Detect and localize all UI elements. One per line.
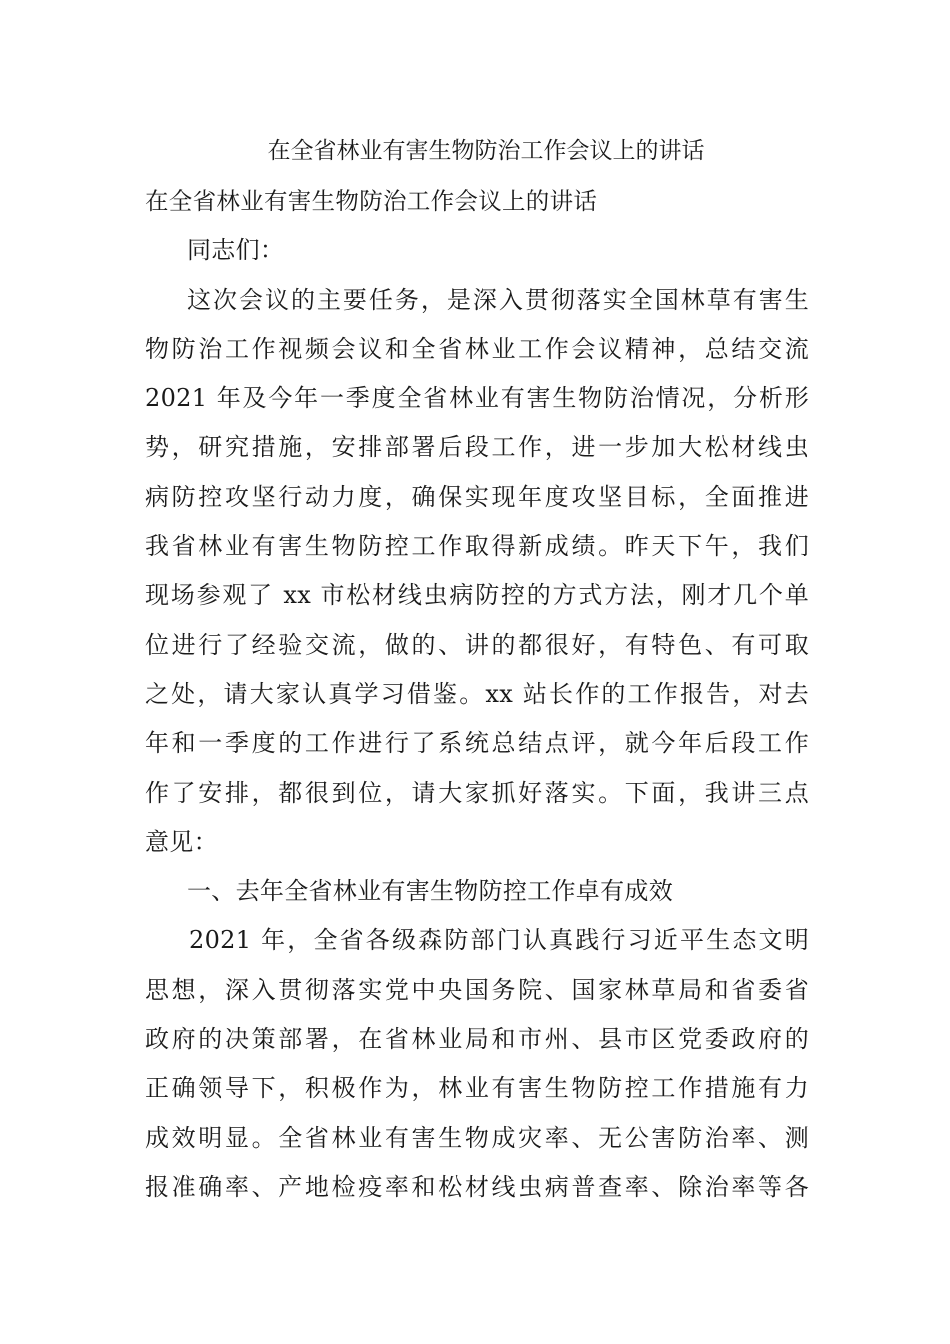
paragraph-line: 成效明显。全省林业有害生物成灾率、无公害防治率、测 xyxy=(145,1123,809,1152)
paragraph-line: 作了安排，都很到位，请大家抓好落实。下面，我讲三点 xyxy=(145,778,809,807)
paragraph-line: 我省林业有害生物防控工作取得新成绩。昨天下午，我们 xyxy=(145,532,809,561)
speech-heading: 在全省林业有害生物防治工作会议上的讲话 xyxy=(145,187,598,215)
document-body xyxy=(145,182,809,1217)
paragraph-line: 2021 年，全省各级森防部门认真践行习近平生态文明 xyxy=(189,926,809,955)
paragraph-line: 报准确率、产地检疫率和松材线虫病普查率、除治率等各 xyxy=(145,1172,809,1201)
paragraph-line: 意见： xyxy=(145,827,218,856)
paragraph-line: 年和一季度的工作进行了系统总结点评，就今年后段工作 xyxy=(145,729,809,758)
document-title: 在全省林业有害生物防治工作会议上的讲话 xyxy=(267,138,705,164)
paragraph-line: 2021 年及今年一季度全省林业有害生物防治情况，分析形 xyxy=(145,384,809,413)
section-heading: 一、去年全省林业有害生物防控工作卓有成效 xyxy=(187,877,673,906)
paragraph-line: 病防控攻坚行动力度，确保实现年度攻坚目标，全面推进 xyxy=(145,482,809,511)
paragraph-line: 之处，请大家认真学习借鉴。xx 站长作的工作报告，对去 xyxy=(145,679,809,708)
paragraph-line: 位进行了经验交流，做的、讲的都很好，有特色、有可取 xyxy=(145,630,809,659)
paragraph-line: 这次会议的主要任务，是深入贯彻落实全国林草有害生 xyxy=(187,285,809,314)
salutation: 同志们： xyxy=(187,236,285,265)
paragraph-line: 思想，深入贯彻落实党中央国务院、国家林草局和省委省 xyxy=(145,975,809,1004)
paragraph-line: 正确领导下，积极作为，林业有害生物防控工作措施有力 xyxy=(145,1074,809,1103)
paragraph-line: 政府的决策部署，在省林业局和市州、县市区党委政府的 xyxy=(145,1025,809,1054)
paragraph-line: 势，研究措施，安排部署后段工作，进一步加大松材线虫 xyxy=(145,433,809,462)
paragraph-line: 物防治工作视频会议和全省林业工作会议精神，总结交流 xyxy=(145,334,809,363)
paragraph-line: 现场参观了 xx 市松材线虫病防控的方式方法，刚才几个单 xyxy=(145,581,809,610)
